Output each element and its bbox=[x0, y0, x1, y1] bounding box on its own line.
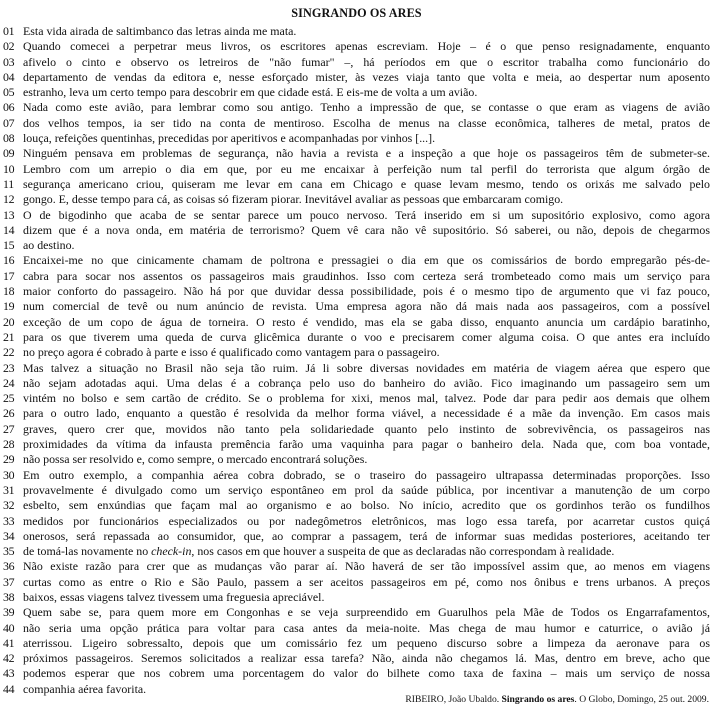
line-text: dos velhos tempos, ia ser tido na conta de mentiroso. Escolha de menus na classe econômica, talheres de metal, pratos de bbox=[23, 115, 710, 130]
line-number: 24 bbox=[3, 375, 15, 390]
line-text: próximos passageiros. Seremos solicitados a realizar essa tarefa? Não, ainda não chegamos lá. Mas, dentro em breve, acho que bbox=[23, 651, 710, 666]
line-number: 08 bbox=[3, 131, 15, 146]
text-line bbox=[3, 514, 710, 529]
line-text: Não existe razão para crer que as mudanças vão parar aí. Não haverá de ser tão impossível assim que, ao menos em viagens bbox=[23, 559, 710, 574]
line-text: num comercial de tevê ou num anúncio de revista. Uma empresa agora não dá mais nada aos passageiros, com a possível bbox=[23, 299, 710, 314]
line-number: 43 bbox=[3, 666, 15, 681]
line-text: medidos por funcionários especializados ou por nadegômetros eletrônicos, mas logo essa tarefa, por acarretar custos quiçá bbox=[23, 513, 710, 528]
line-text: Quando comecei a perpetrar meus livros, os escritores apenas escreviam. Hoje – é o que penso resignadamente, enquanto bbox=[23, 39, 710, 54]
text-line bbox=[3, 468, 710, 483]
line-text: dizem que é a nova onda, em matéria de terrorismo? Quem vê cara não vê supositório. Só saberei, ou não, depois de chegarmos bbox=[23, 222, 710, 237]
line-text: Ninguém pensava em problemas de segurança, não havia a revista e a inspeção a que hoje os passageiros têm de submeter-se. bbox=[23, 146, 710, 161]
line-number: 33 bbox=[3, 513, 15, 528]
line-text: para os que tiverem uma queda de curva glicêmica durante o voo e precisarem comer alguma coisa. O que antes era incluído bbox=[23, 329, 710, 344]
line-text: não possa ser resolvido e, como sempre, o mercado encontrará soluções. bbox=[23, 452, 368, 467]
text-line bbox=[3, 55, 710, 70]
line-number: 40 bbox=[3, 620, 15, 635]
line-text: podemos esperar que nos cobrem uma porcentagem do valor do bilhete como taxa de faxina – mais um serviço de nossa bbox=[23, 666, 710, 681]
text-line bbox=[3, 70, 710, 85]
text-line bbox=[3, 223, 710, 238]
line-number: 06 bbox=[3, 100, 15, 115]
text-line bbox=[3, 192, 710, 207]
document-title: SINGRANDO OS ARES bbox=[291, 6, 422, 20]
line-number: 09 bbox=[3, 146, 15, 161]
line-number: 31 bbox=[3, 482, 15, 497]
line-text: não seria uma opção prática para voltar para casa antes da meia-noite. Mas chega de mau humor e caturrice, o avião já bbox=[23, 620, 710, 635]
text-line bbox=[3, 636, 710, 651]
line-number: 38 bbox=[3, 589, 15, 604]
line-text: ao destino. bbox=[23, 238, 75, 253]
line-text: provavelmente é divulgado como um serviço espontâneo em prol da saúde pública, por incentivar a manutenção de um corpo bbox=[23, 482, 710, 497]
text-line bbox=[3, 406, 710, 421]
line-number: 36 bbox=[3, 559, 15, 574]
text-line bbox=[3, 284, 710, 299]
line-number: 16 bbox=[3, 253, 15, 268]
text-line bbox=[3, 590, 710, 605]
line-text: onerosos, será repassada ao consumidor, que, ao comprar a passagem, terá de informar suas medidas posteriores, aceitando ter bbox=[23, 528, 710, 543]
credit-title: Singrando os ares bbox=[501, 694, 575, 705]
line-text: Quem sabe se, para quem more em Congonhas e se veja surpreendido em Guarulhos pela Mãe de Todos os Engarrafamentos, bbox=[23, 605, 710, 620]
line-number: 12 bbox=[3, 192, 15, 207]
text-line bbox=[3, 483, 710, 498]
text-line bbox=[3, 605, 710, 620]
text-line bbox=[3, 269, 710, 284]
credit-publication: . O Globo, Domingo, 25 out. 2009. bbox=[574, 694, 709, 705]
line-number: 02 bbox=[3, 39, 15, 54]
text-line bbox=[3, 330, 710, 345]
text-line bbox=[3, 177, 710, 192]
line-number: 25 bbox=[3, 391, 15, 406]
line-number: 13 bbox=[3, 207, 15, 222]
text-line bbox=[3, 253, 710, 268]
text-line bbox=[3, 575, 710, 590]
text-line bbox=[3, 39, 710, 54]
line-text: afivelo o cinto e observo os letreiros de "não fumar" –, há períodos em que o escritor trabalha como funcionário do bbox=[23, 54, 710, 69]
line-number: 22 bbox=[3, 345, 15, 360]
line-text: graves, quero crer que, movidos não tanto pela solidariedade quanto pelo instinto de sobrevivência, os passageiros nas bbox=[23, 421, 710, 436]
text-line bbox=[3, 131, 710, 146]
line-text: de tomá-las novamente no check-in, nos casos em que houver a suspeita de que as declaradas não correspondam à realidade. bbox=[23, 544, 615, 559]
line-number: 27 bbox=[3, 421, 15, 436]
line-text: no preço agora é cobrado à parte e isso é qualificado como vantagem para o passageiro. bbox=[23, 345, 440, 360]
line-number: 30 bbox=[3, 467, 15, 482]
line-number: 15 bbox=[3, 238, 15, 253]
text-line bbox=[3, 315, 710, 330]
line-number: 28 bbox=[3, 437, 15, 452]
text-line bbox=[3, 544, 710, 559]
source-credit bbox=[405, 694, 709, 705]
line-number: 23 bbox=[3, 360, 15, 375]
line-text: segurança americano criou, quiseram me levar em cana em Chicago e quase levam mesmo, tendo os orixás me salvado pelo bbox=[23, 176, 710, 191]
text-line bbox=[3, 529, 710, 544]
text-line bbox=[3, 452, 710, 467]
text-line bbox=[3, 208, 710, 223]
text-line bbox=[3, 437, 710, 452]
text-line bbox=[3, 24, 710, 39]
line-text: exceção de um copo de água de torneira. O resto é vendido, mas ela se gaba disso, enquanto anuncia um cardápio baratinho, bbox=[23, 314, 710, 329]
line-text: Mas talvez a situação no Brasil não seja tão ruim. Já li sobre diversas novidades em matéria de viagem aérea que espero que bbox=[23, 360, 710, 375]
text-line bbox=[3, 100, 710, 115]
text-line bbox=[3, 162, 710, 177]
line-number: 34 bbox=[3, 528, 15, 543]
line-text: Esta vida airada de saltimbanco das letras ainda me mata. bbox=[23, 24, 297, 38]
line-text: para o outro lado, enquanto a questão é resolvida da melhor forma viável, a necessidade é a mãe da invenção. Em casos mais bbox=[23, 406, 710, 421]
line-text: baixos, essas viagens talvez tivessem uma freguesia apreciável. bbox=[23, 589, 325, 604]
text-line bbox=[3, 651, 710, 666]
line-text: louça, refeições quentinhas, precedidas por aperitivos e acompanhadas por vinhos [...]. bbox=[23, 131, 436, 146]
line-text: maior conforto do passageiro. Não há por que duvidar dessa possibilidade, pois é o mesmo tipo de argumento que vi faz pouco, bbox=[23, 284, 710, 299]
text-line bbox=[3, 299, 710, 314]
text-line bbox=[3, 422, 710, 437]
line-number: 35 bbox=[3, 544, 15, 559]
line-number: 05 bbox=[3, 85, 15, 100]
line-text: Nada como este avião, para lembrar como sou antigo. Tenho a impressão de que, se contasse o que eram as viagens de avião bbox=[23, 100, 710, 115]
text-line bbox=[3, 146, 710, 161]
line-number: 37 bbox=[3, 574, 15, 589]
line-text: proximidades da vítima da infausta premência farão uma vaquinha para pagar o banheiro dela. Nada que, com boa vontade, bbox=[23, 437, 710, 452]
text-line bbox=[3, 116, 710, 131]
line-text: esbelto, sem enxúndias que façam mal ao organismo e ao bolso. No início, acredito que os gordinhos terão os fundilhos bbox=[23, 498, 710, 513]
line-text: curtas como as entre o Rio e São Paulo, passem a ser aceitos passageiros em pé, como nos ônibus e trens urbanos. A preços bbox=[23, 574, 710, 589]
line-number: 03 bbox=[3, 54, 15, 69]
line-number: 32 bbox=[3, 498, 15, 513]
line-number: 17 bbox=[3, 268, 15, 283]
text-line bbox=[3, 85, 710, 100]
line-text: Lembro com um arrepio o dia em que, por eu me encaixar à perfeição num tal perfil do terrorista que algum órgão de bbox=[23, 161, 710, 176]
line-number: 19 bbox=[3, 299, 15, 314]
line-text: departamento de vendas da editora e, nesse esforçado mister, às vezes viaja tanto que volta e meia, ao despertar num aposento bbox=[23, 69, 710, 84]
line-number: 26 bbox=[3, 406, 15, 421]
line-text: não sejam adotadas aqui. Uma delas é a cobrança pelo uso do banheiro do avião. Fico imaginando um passageiro sem um bbox=[23, 375, 710, 390]
line-number: 21 bbox=[3, 329, 15, 344]
line-number: 07 bbox=[3, 115, 15, 130]
text-line bbox=[3, 621, 710, 636]
line-number: 42 bbox=[3, 651, 15, 666]
text-line bbox=[3, 345, 710, 360]
line-number: 04 bbox=[3, 69, 15, 84]
text-line bbox=[3, 391, 710, 406]
line-number: 20 bbox=[3, 314, 15, 329]
line-text: O de bigodinho que acaba de se sentar parece um pouco nervoso. Terá inserido em si um supositório explosivo, como agora bbox=[23, 207, 710, 222]
line-text: Em outro exemplo, a companhia aérea cobra dobrado, se o traseiro do passageiro ultrapassa determinadas proporções. Isso bbox=[23, 467, 710, 482]
line-text: aterrissou. Ligeiro sobressalto, depois que um comissário fez um pequeno discurso sobre a limpeza da aeronave para os bbox=[23, 635, 710, 650]
line-number: 11 bbox=[3, 176, 14, 191]
line-number: 10 bbox=[3, 161, 15, 176]
line-number: 01 bbox=[3, 24, 15, 38]
text-line bbox=[3, 559, 710, 574]
line-text: gongo. E, desse tempo para cá, as coisas só fizeram piorar. Inevitável avaliar as pessoas que embarcaram comigo. bbox=[23, 192, 564, 207]
text-line bbox=[3, 666, 710, 681]
text-line bbox=[3, 376, 710, 391]
line-text: estranho, leva um certo tempo para descobrir em que cidade está. E eis-me de volta a um avião. bbox=[23, 85, 478, 100]
text-body bbox=[3, 24, 710, 697]
line-number: 44 bbox=[3, 681, 15, 696]
text-line bbox=[3, 498, 710, 513]
line-number: 18 bbox=[3, 284, 15, 299]
line-number: 41 bbox=[3, 635, 15, 650]
line-number: 39 bbox=[3, 605, 15, 620]
line-text: Encaixei-me no que cinicamente chamam de poltrona e pressagiei o dia em que os comissários de bordo empregarão pés-de- bbox=[23, 253, 710, 268]
text-line bbox=[3, 361, 710, 376]
text-line bbox=[3, 238, 710, 253]
line-number: 29 bbox=[3, 452, 15, 467]
line-text: companhia aérea favorita. bbox=[23, 681, 147, 696]
line-text: vintém no bolso e sem cartão de crédito. Se o problema for xixi, menos mal, talvez. Pode dar para pedir aos demais que olhem bbox=[23, 391, 710, 406]
line-number: 14 bbox=[3, 222, 15, 237]
line-text: cabra para socar nos assentos os passageiros mais graudinhos. Isso com certeza será trombeteado como mais um serviço para bbox=[23, 268, 710, 283]
credit-author: RIBEIRO, João Ubaldo. bbox=[405, 694, 502, 705]
